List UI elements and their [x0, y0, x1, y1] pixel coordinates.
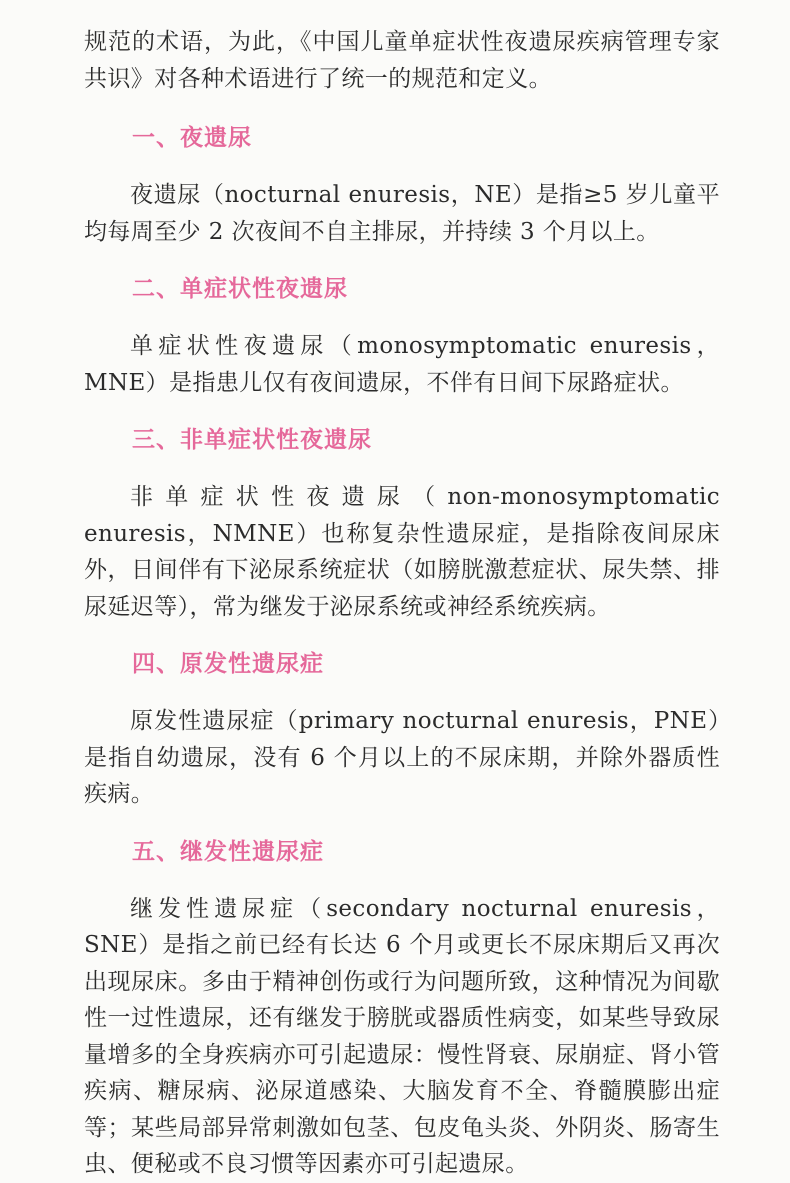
section-heading: 三、非单症状性夜遗尿 — [132, 427, 372, 453]
section-heading: 五、继发性遗尿症 — [132, 838, 324, 865]
section-heading: 四、原发性遗尿症 — [132, 651, 324, 677]
section-monosymptomatic-enuresis — [84, 274, 720, 401]
section-secondary-enuresis — [84, 837, 720, 1183]
section-primary-enuresis — [84, 649, 720, 813]
section-heading: 一、夜遗尿 — [132, 125, 252, 151]
intro-paragraph: 规范的术语，为此，《中国儿童单症状性夜遗尿疾病管理专家共识》对各种术语进行了统一的规范和定义。 — [84, 29, 720, 92]
section-paragraph: 原发性遗尿症（primary nocturnal enuresis，PNE）是指自幼遗尿，没有 6 个月以上的不尿床期，并除外器质性疾病。 — [84, 708, 720, 807]
section-heading: 二、单症状性夜遗尿 — [132, 276, 348, 302]
section-non-monosymptomatic-enuresis — [84, 425, 720, 625]
section-paragraph: 单症状性夜遗尿（monosymptomatic enuresis，MNE）是指患儿仅有夜间遗尿，不伴有日间下尿路症状。 — [84, 333, 720, 396]
section-paragraph: 非单症状性夜遗尿（non-monosymptomatic enuresis，NMNE）也称复杂性遗尿症，是指除夜间尿床外，日间伴有下泌尿系统症状（如膀胱激惹症状、尿失禁、排尿延迟等），常为继发于泌尿系统或神经系统疾病。 — [84, 484, 720, 620]
section-nocturnal-enuresis — [84, 123, 720, 250]
section-paragraph: 继发性遗尿症（secondary nocturnal enuresis，SNE）是指之前已经有长达 6 个月或更长不尿床期后又再次出现尿床。多由于精神创伤或行为问题所致，这种情况为间歇性一过性遗尿，还有继发于膀胱或器质性病变，如某些导致尿量增多的全身疾病亦可引起遗尿：慢性肾衰、尿崩症、肾小管疾病、糖尿病、泌尿道感染、大脑发育不全、脊髓膜膨出症等；某些局部异常刺激如包茎、包皮龟头炎、外阴炎、肠寄生虫、便秘或不良习惯等因素亦可引起遗尿。 — [84, 895, 720, 1177]
section-paragraph: 夜遗尿（nocturnal enuresis，NE）是指≥5 岁儿童平均每周至少 2 次夜间不自主排尿，并持续 3 个月以上。 — [84, 182, 720, 245]
